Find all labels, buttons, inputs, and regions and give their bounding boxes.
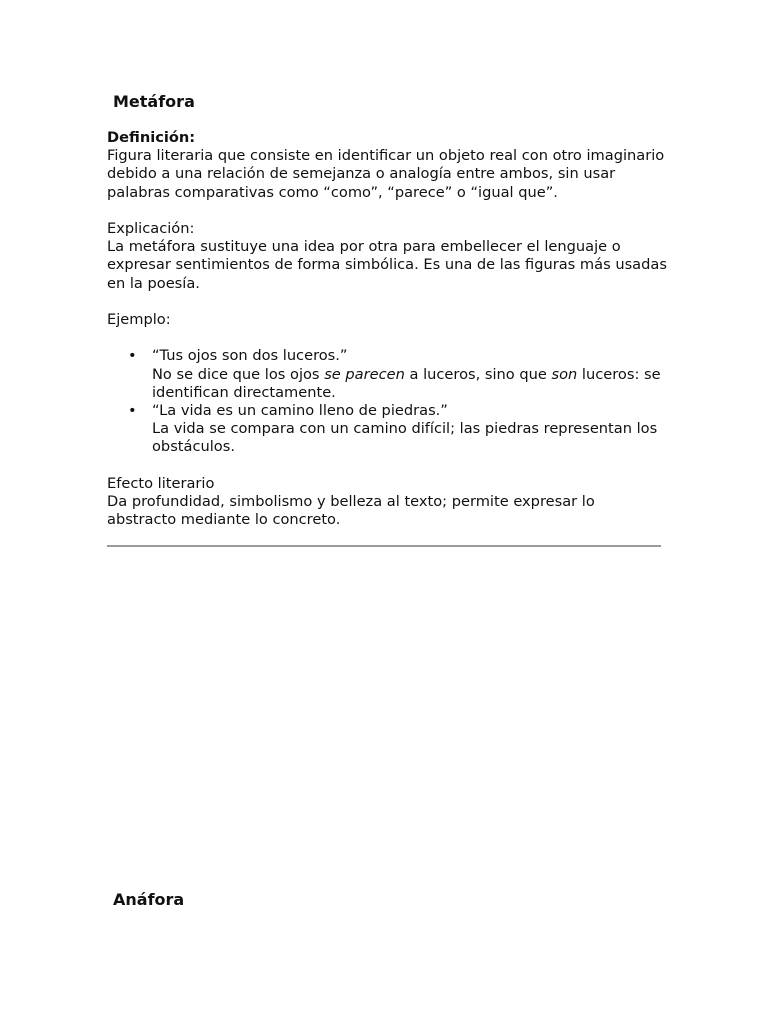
spacer <box>107 329 667 347</box>
ejemplo-label: Ejemplo: <box>107 311 171 328</box>
explicacion-text: La metáfora sustituye una idea por otra para embellecer el lenguaje o expresar sentimientos de forma simbólica. Es una de las figuras más usadas en la poesía. <box>107 238 667 292</box>
examples-list <box>107 347 667 456</box>
list-item <box>128 402 667 457</box>
section-title-metafora: Metáfora <box>113 92 195 111</box>
explicacion-label: Explicación: <box>107 220 195 237</box>
example-note-text: No se dice que los ojos <box>152 365 325 383</box>
list-item <box>128 347 667 402</box>
example-quote: “La vida es un camino lleno de piedras.” <box>152 402 448 419</box>
section-title-anafora: Anáfora <box>113 890 185 909</box>
example-note-text: a luceros, sino que <box>404 365 552 383</box>
horizontal-divider <box>107 545 661 547</box>
spacer <box>107 202 667 220</box>
bullet-icon: • <box>128 347 137 365</box>
example-note-text: luceros: se identifican directamente. <box>152 365 661 401</box>
definicion-label: Definición: <box>107 129 196 146</box>
example-note-text: La vida se compara con un camino difícil; las piedras representan los obstáculos. <box>152 420 658 456</box>
example-note-emphasis: se parecen <box>324 365 405 383</box>
example-quote: “Tus ojos son dos luceros.” <box>152 347 348 365</box>
spacer <box>107 457 667 475</box>
metafora-body <box>107 129 667 529</box>
efecto-text: Da profundidad, simbolismo y belleza al texto; permite expresar lo abstracto mediante lo concreto. <box>107 493 595 529</box>
efecto-label: Efecto literario <box>107 474 215 492</box>
definicion-text: Figura literaria que consiste en identificar un objeto real con otro imaginario debido a una relación de semejanza o analogía entre ambos, sin usar palabras comparativas como “como”, “parece” o “igual que”. <box>107 147 665 201</box>
spacer <box>107 293 667 311</box>
bullet-icon: • <box>128 402 137 419</box>
example-note-emphasis: son <box>551 365 578 383</box>
